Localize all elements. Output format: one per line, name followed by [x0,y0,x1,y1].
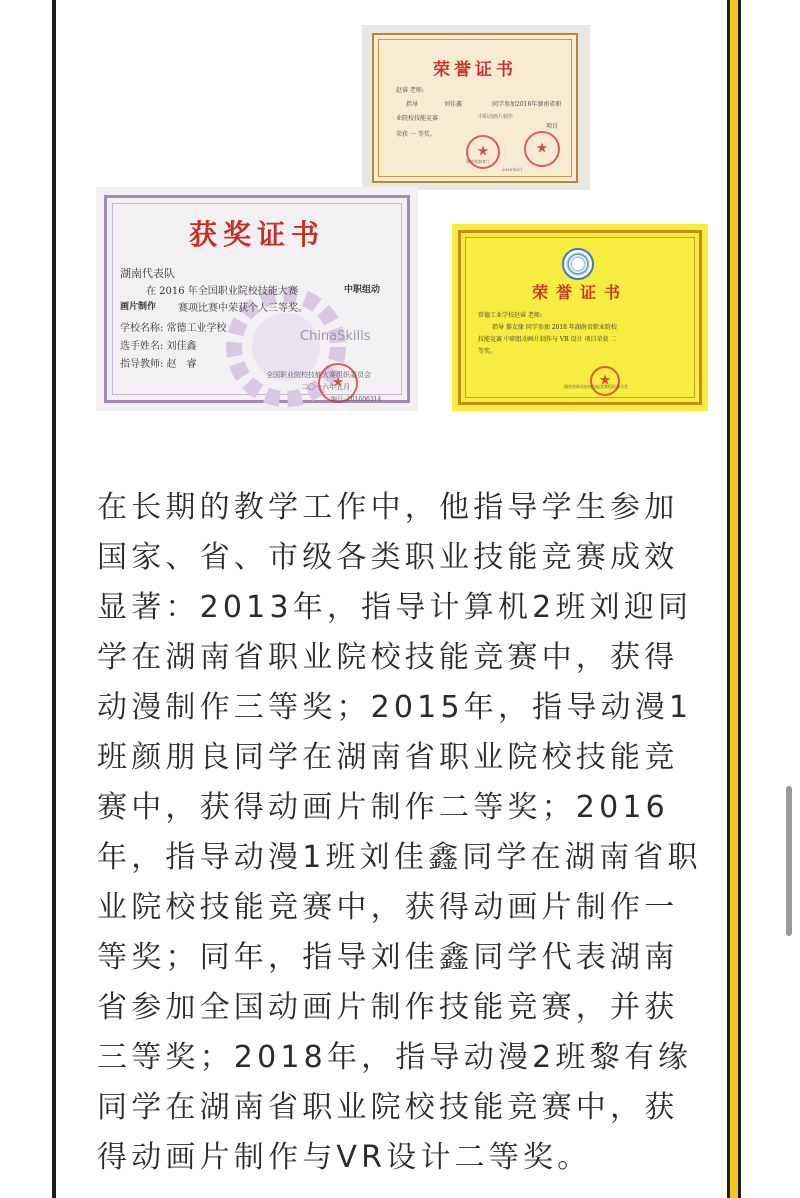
certificate-recipient: 赵睿 老师: [396,87,424,94]
certificate-teacher: 指导教师: 赵 睿 [120,359,197,370]
red-seal-icon [524,131,560,167]
certificate-issuer: 湖南省教育厅 [466,159,490,164]
certificate-line: 业院校技能竞赛 [396,115,439,122]
certificate-title: 获奖证书 [188,218,325,251]
red-seal-icon [590,366,620,396]
certificate-paper [372,33,578,183]
certificate-line: 指导 黎友缘 同学参加 2018 年湖南省职业院校 [492,324,617,331]
article-paragraph: 在长期的教学工作中，他指导学生参加国家、省、市级各类职业技能竞赛成效显著：2013年，指导计算机2班刘迎同学在湖南省职业院校技能竞赛中，获得动漫制作三等奖；2015年，指导动漫1班颜朋良同学在湖南省职业院校技能竞赛中，获得动画片制作二等奖；2016年，指导动漫1班刘佳鑫同学在湖南省职业院校技能竞赛中，获得动画片制作一等奖；同年，指导刘佳鑫同学代表湖南省参加全国动画片制作技能竞赛，并获三等奖；2018年，指导动漫2班黎有缘同学在湖南省职业院校技能竞赛中，获得动画片制作与VR设计二等奖。 [97,490,702,1175]
certificate-school: 学校名称: 常德工业学校 [120,323,227,334]
certificate-line: 项目 [546,123,559,130]
certificate-date: 2016年6月 [502,167,523,172]
certificate-award: 荣获 一 等奖。 [396,131,436,138]
certificate-line: 同学参加2016年湖南省职 [492,101,562,108]
certificate-line: 赛项比赛中荣获个人三等奖。 [178,303,308,314]
vertical-scrollbar[interactable] [786,786,792,936]
certificate-recipient: 湖南代表队 [120,267,175,280]
certificate-line: 中职动画片制作 [478,114,514,120]
certificate-issuer: 全国职业院校技能大赛组织委员会 [266,371,371,379]
chinaskills-watermark: ChinaSkills [300,329,371,344]
certificate-title: 荣誉证书 [531,283,628,302]
certificate-photo-2016-national [96,187,418,411]
certificate-number: 编号: 201606314 [331,396,382,403]
certificate-title: 荣誉证书 [433,60,517,80]
certificate-line: 指导 [406,101,419,108]
certificate-line: 中职组动 [344,285,381,295]
certificate-line: 在 2016 年全国职业院校技能大赛 [146,286,298,297]
certificate-line: 画片制作 [120,302,157,312]
certificate-photo-2018-provincial [452,224,708,411]
certificate-line: 技能竞赛 中职组动画片制作与 VR 设计 项目荣获 二 [478,336,617,343]
article-frame-left-border [52,0,56,1198]
certificate-line: 刘佳鑫 [444,101,463,108]
certificate-issuer: 湖南省职业院校技能竞赛组织委员会 [564,384,628,389]
certificate-student: 选手姓名: 刘佳鑫 [120,341,197,352]
article-frame-accent-stripe [730,0,738,1198]
red-seal-icon [466,135,500,169]
certificate-recipient: 常德工业学校赵睿 老师: [478,312,542,319]
certificate-date: 二〇一六年五月 [301,383,350,391]
certificate-photo-2016-provincial [362,25,590,190]
competition-emblem-icon [562,248,594,280]
certificate-line: 等奖。 [478,348,497,355]
